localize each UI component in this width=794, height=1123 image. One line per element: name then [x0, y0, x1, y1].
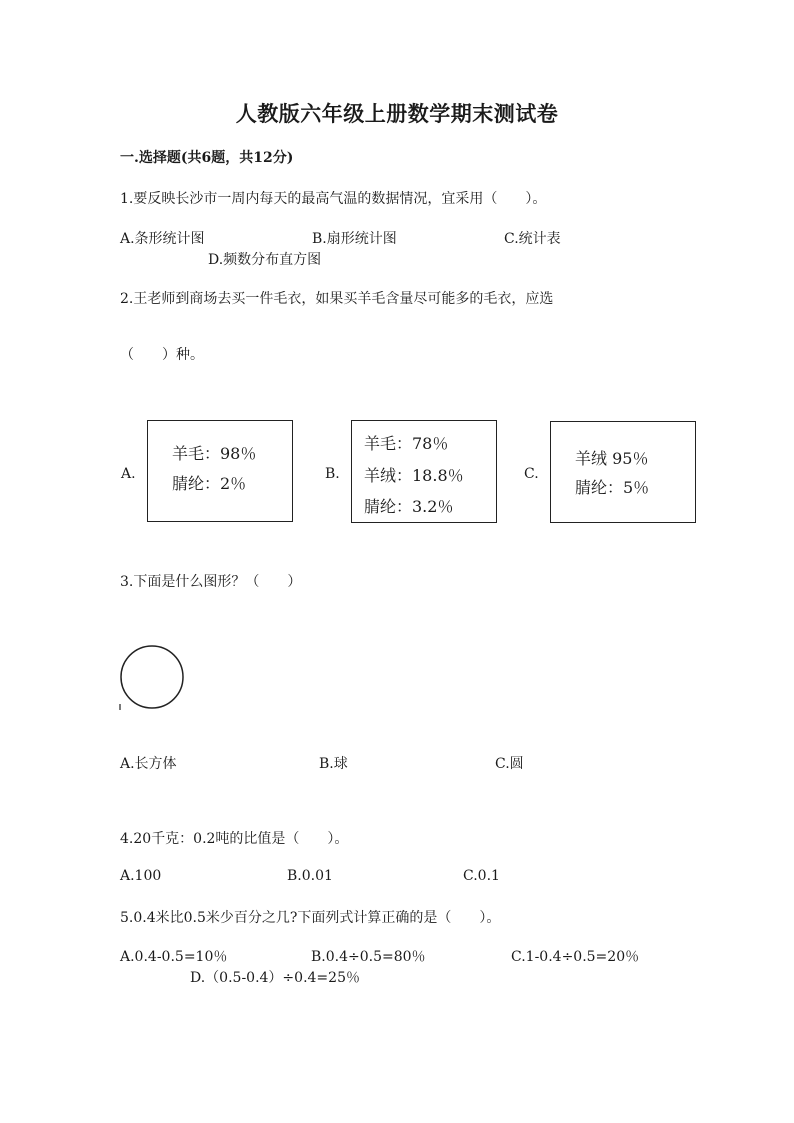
q3-option-b: B.球: [319, 756, 348, 772]
box-b-line-acrylic: 腈纶：3.2％: [364, 497, 454, 516]
section-heading: 一.选择题(共6题，共12分): [120, 150, 294, 166]
box-c-line-cashmere: 羊绒 95％: [575, 449, 649, 468]
q2-label-c: C.: [524, 466, 539, 482]
q2-label-b: B.: [325, 466, 340, 482]
circle-figure: [116, 642, 188, 714]
question-3-text: 3.下面是什么图形？（ ）: [120, 574, 302, 590]
question-2-text-line1: 2.王老师到商场去买一件毛衣，如果买羊毛含量尽可能多的毛衣，应选: [120, 291, 554, 307]
question-4-text: 4.20千克：0.2吨的比值是（ ）。: [120, 831, 349, 847]
q5-option-a: A.0.4-0.5=10％: [120, 949, 228, 965]
q2-box-a: [147, 420, 293, 522]
q3-option-c: C.圆: [495, 756, 524, 772]
question-2-text-line2: （ ）种。: [120, 347, 204, 363]
q3-option-a: A.长方体: [120, 756, 177, 772]
q4-option-b: B.0.01: [287, 868, 333, 884]
q1-option-d: D.频数分布直方图: [208, 252, 322, 268]
box-b-line-cashmere: 羊绒：18.8％: [364, 466, 464, 485]
question-5-text: 5.0.4米比0.5米少百分之几?下面列式计算正确的是（ ）。: [120, 910, 501, 926]
q1-option-b: B.扇形统计图: [312, 231, 397, 247]
q2-label-a: A.: [121, 466, 136, 482]
box-b-line-wool: 羊毛：78％: [364, 434, 449, 453]
q5-option-b: B.0.4÷0.5=80％: [311, 949, 426, 965]
q1-option-c: C.统计表: [504, 231, 561, 247]
q5-option-c: C.1-0.4÷0.5=20％: [511, 949, 640, 965]
page-title: 人教版六年级上册数学期末测试卷: [235, 101, 559, 126]
q2-box-b: [351, 420, 497, 523]
box-a-line-wool: 羊毛：98％: [172, 444, 257, 463]
q4-option-a: A.100: [120, 868, 162, 884]
box-c-line-acrylic: 腈纶：5％: [575, 478, 650, 497]
box-a-line-acrylic: 腈纶：2％: [172, 474, 247, 493]
q1-option-a: A.条形统计图: [120, 231, 205, 247]
q5-option-d: D.（0.5-0.4）÷0.4=25％: [190, 970, 360, 986]
question-1-text: 1.要反映长沙市一周内每天的最高气温的数据情况，宜采用（ ）。: [120, 191, 547, 207]
q2-box-c: [550, 421, 696, 523]
q4-option-c: C.0.1: [463, 868, 500, 884]
